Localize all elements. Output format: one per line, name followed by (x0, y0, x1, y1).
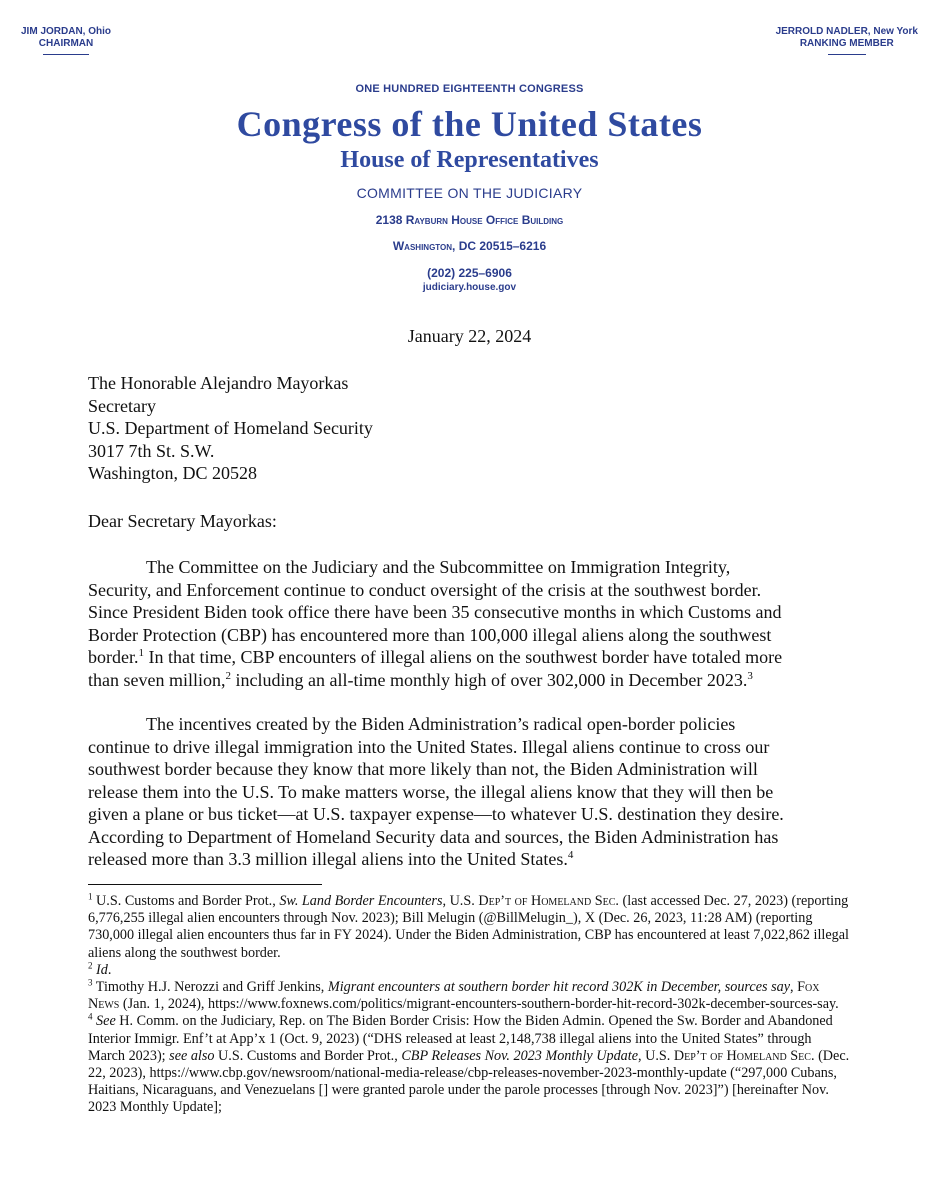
paragraph-line: continue to drive illegal immigration into the United States. Illegal aliens continue to cross our (88, 736, 770, 757)
footnote-number: 2 (88, 960, 93, 971)
ranking-member-title: RANKING MEMBER (799, 38, 894, 49)
footnote-text: Id (96, 961, 108, 978)
paragraph-text: released more than 3.3 million illegal aliens into the United States. (88, 849, 568, 869)
recipient-line: U.S. Department of Homeland Security (88, 418, 373, 438)
footnote-text: U.S. Customs and Border Prot., (92, 893, 280, 909)
footnote-number: 1 (88, 891, 93, 902)
footnote-text: . (107, 961, 112, 978)
committee-name: COMMITTEE ON THE JUDICIARY (356, 185, 583, 201)
paragraph-line: According to Department of Homeland Security data and sources, the Biden Administration has (88, 826, 779, 847)
paragraph-line: The Committee on the Judiciary and the Subcommittee on Immigration Integrity, (146, 557, 731, 577)
chairman-block (21, 26, 111, 55)
footnote-text: , U.S. (442, 893, 479, 909)
paragraph-text: border. (88, 647, 139, 667)
footnote-text: (last accessed Dec. 27, 2023) (reporting 6,776,255 illegal alien encounters through Nov. 2023); Bill Melugin (@BillMelugin_), X (Dec. 26, 2023, 11:28 AM) (reporting 730,000 illegal alien encounters thus far in FY 2024). Under the Biden Administration, CBP has encountered at least 7,022,862 illegal aliens along the southwest border. (88, 893, 849, 961)
footnote-1 (88, 893, 850, 962)
salutation: Dear Secretary Mayorkas: (88, 511, 277, 531)
footnote-text: , U.S. (638, 1047, 674, 1064)
footnote-ref-2[interactable]: 2 (225, 669, 231, 682)
footnote-text: , (790, 979, 798, 996)
footnote-agency: Dep’t of Homeland Sec. (673, 1047, 815, 1064)
chairman-title: CHAIRMAN (38, 38, 94, 49)
recipient-line: The Honorable Alejandro Mayorkas (88, 373, 349, 393)
paragraph-line: The incentives created by the Biden Administration’s radical open-border policies (146, 714, 736, 734)
footnote-ref-1[interactable]: 1 (138, 647, 144, 659)
footnote-divider (88, 884, 322, 885)
footnote-agency: Dep’t of Homeland Sec. (478, 893, 619, 909)
footnote-link[interactable]: (Jan. 1, 2024), https://www.foxnews.com/politics/migrant-encounters-southern-border-hit-record-302k-december-sources-say. (119, 996, 839, 1013)
paragraph-text: including an all-time monthly high of over 302,000 in December 2023. (230, 669, 748, 690)
footnote-ref-3[interactable]: 3 (747, 669, 753, 682)
footnote-signal: see also (169, 1047, 215, 1064)
footnote-outlet: Fox News (88, 979, 820, 1013)
footnote-text: H. Comm. on the Judiciary, Rep. on The Biden Border Crisis: How the Biden Admin. Opened the Sw. Border and Abandoned Interior Immigr. Enf’t at App’x 1 (Oct. 9, 2023) (“DHS released at least 2,148,738 illegal aliens into the United States” through March 2023); (88, 1013, 833, 1064)
paragraph-text: than seven million, (88, 669, 226, 690)
paragraph-line: southwest border because they know that more likely than not, the Biden Administration will (88, 759, 758, 779)
footnote-number: 4 (88, 1011, 93, 1022)
paragraph-text: In that time, CBP encounters of illegal aliens on the southwest border have totaled more (143, 647, 783, 667)
footnote-number: 3 (88, 977, 93, 988)
body-paragraph-1 (88, 556, 850, 691)
paragraph-line: Border Protection (CBP) has encountered more than 100,000 illegal aliens along the southwest (88, 624, 772, 645)
recipient-line: Washington, DC 20528 (88, 463, 258, 483)
footnote-4 (88, 1013, 850, 1116)
office-city: Washington, DC 20515–6216 (392, 239, 547, 253)
footnote-signal: See (96, 1013, 116, 1030)
chairman-rule (43, 54, 89, 55)
footnote-text: U.S. Customs and Border Prot., (214, 1047, 402, 1064)
footnote-title: Sw. Land Border Encounters (279, 893, 443, 909)
footnote-title: CBP Releases Nov. 2023 Monthly Update (401, 1047, 638, 1064)
footnotes (88, 893, 850, 1117)
ranking-member-rule (828, 54, 866, 55)
footnote-2 (88, 962, 850, 979)
footnote-3 (88, 979, 850, 1013)
committee-website: judiciary.house.gov (422, 282, 517, 293)
recipient-line: 3017 7th St. S.W. (88, 440, 215, 461)
ranking-member-block (776, 26, 918, 55)
office-address: 2138 Rayburn House Office Building (375, 213, 564, 227)
recipient-address (88, 372, 373, 485)
recipient-line: Secretary (88, 395, 156, 416)
ranking-member-name: JERROLD NADLER, New York (775, 26, 918, 37)
office-phone: (202) 225–6906 (427, 266, 512, 280)
letter-date: January 22, 2024 (407, 326, 532, 346)
paragraph-line: given a plane or bus ticket—at U.S. taxpayer expense—to whatever U.S. destination they desire. (88, 804, 784, 824)
house-title: House of Representatives (340, 147, 599, 173)
chairman-name: JIM JORDAN, Ohio (21, 26, 112, 37)
congress-number: ONE HUNDRED EIGHTEENTH CONGRESS (355, 83, 584, 95)
footnote-link[interactable]: (Dec. 22, 2023), https://www.cbp.gov/newsroom/national-media-release/cbp-releases-november-2023-monthly-update (“297,000 Cubans, Haitians, Nicaraguans, and Venezuelans [] were granted parole under the parole processes [through Nov. 2023]”) [hereinafter Nov. 2023 Monthly Update]; (88, 1047, 850, 1116)
paragraph-line: Security, and Enforcement continue to conduct oversight of the crisis at the southwest border. (88, 579, 762, 600)
paragraph-line: Since President Biden took office there have been 35 consecutive months in which Customs and (88, 602, 782, 622)
congress-title: Congress of the United States (236, 104, 703, 144)
paragraph-line: release them into the U.S. To make matters worse, the illegal aliens know that they will then be (88, 781, 774, 802)
footnote-title: Migrant encounters at southern border hit record 302K in December, sources say (327, 979, 790, 996)
body-paragraph-2 (88, 713, 850, 871)
footnote-ref-4[interactable]: 4 (567, 849, 574, 861)
footnote-text: Timothy H.J. Nerozzi and Griff Jenkins, (92, 979, 328, 996)
